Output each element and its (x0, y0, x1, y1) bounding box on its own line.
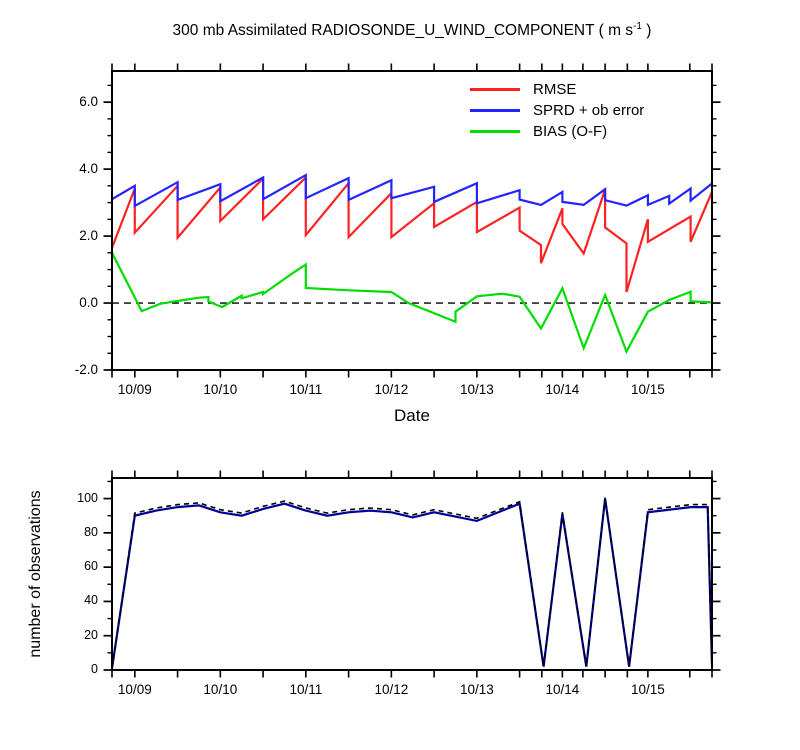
chart-title-suffix: ) (641, 22, 652, 39)
x-tick-label: 10/12 (374, 382, 409, 397)
chart-title-superscript: -1 (633, 21, 642, 32)
x-tick-label: 10/15 (630, 382, 665, 397)
x-tick-label: 10/14 (545, 682, 580, 697)
x-tick-label: 10/10 (203, 382, 238, 397)
series-sprd-ob-error (112, 175, 712, 206)
x-tick-label: 10/13 (459, 682, 494, 697)
sprd-line-swatch (470, 109, 520, 112)
rmse-line-swatch (470, 88, 520, 91)
y-tick-label: 100 (77, 490, 98, 505)
bias-line-swatch (470, 130, 520, 133)
x-tick-label: 10/13 (459, 382, 494, 397)
legend-item-bias (470, 121, 644, 142)
legend-item-sprd (470, 100, 644, 121)
legend-item-rmse (470, 79, 644, 100)
y-tick-label: 20 (84, 627, 98, 642)
y-tick-label: 80 (84, 524, 98, 539)
y-tick-label: 0.0 (79, 295, 98, 311)
x-tick-label: 10/09 (117, 682, 152, 697)
y-tick-label: 2.0 (79, 228, 98, 244)
y-tick-label: 4.0 (79, 161, 98, 177)
x-axis-title: Date (394, 406, 430, 425)
y-tick-label: 0 (91, 662, 98, 676)
observation-count-chart (104, 471, 721, 678)
series-observations-possible (112, 498, 712, 669)
legend-label: RMSE (533, 81, 577, 98)
y-axis-title-text: number of observations (27, 490, 44, 658)
legend-label: SPRD + ob error (533, 102, 645, 119)
y-tick-label: 60 (84, 559, 98, 574)
legend (470, 79, 644, 142)
y-tick-label: 40 (84, 593, 98, 608)
legend-label: BIAS (O-F) (533, 123, 608, 140)
x-tick-label: 10/10 (203, 682, 238, 697)
series-rmse (112, 178, 712, 293)
x-tick-label: 10/11 (289, 682, 323, 697)
x-tick-label: 10/09 (117, 382, 152, 397)
y-tick-label: -2.0 (74, 362, 98, 377)
x-tick-label: 10/12 (374, 682, 409, 697)
x-tick-label: 10/11 (289, 382, 323, 397)
chart-title-text: 300 mb Assimilated RADIOSONDE_U_WIND_COMPONENT ( m s (172, 22, 634, 39)
x-tick-label: 10/15 (630, 682, 665, 697)
y-tick-label: 6.0 (79, 94, 98, 110)
series-bias-o-f- (112, 253, 712, 352)
x-tick-label: 10/14 (545, 382, 580, 397)
series-observations-assimilated (112, 499, 712, 669)
chart-title (92, 21, 732, 40)
